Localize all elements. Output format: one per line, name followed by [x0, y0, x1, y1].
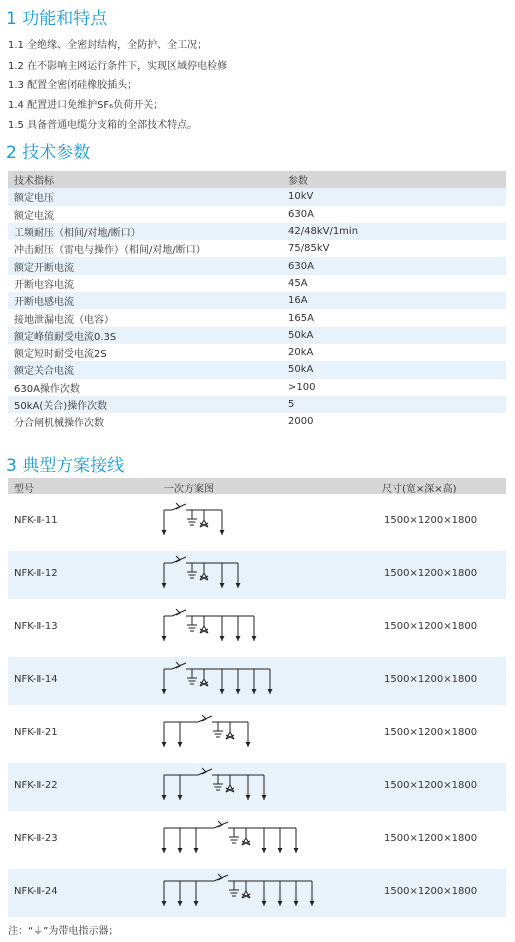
single-line-diagram-icon [158, 658, 358, 704]
table-row [8, 413, 506, 430]
spec-table-header [8, 171, 506, 188]
footnote: 注：“⏚”为带电指示器； [8, 926, 119, 937]
spec-name: 冲击耐压（雷电与操作）（相间/对地/断口） [14, 245, 206, 257]
scheme-model: NFK-Ⅱ-11 [14, 515, 58, 526]
spec-value: 16A [282, 292, 506, 309]
table-row [8, 275, 506, 292]
header-indicator: 技术指标 [8, 171, 282, 188]
feeder-arrow-icon [194, 848, 199, 853]
scheme-row [8, 551, 506, 599]
scheme-row [8, 498, 506, 546]
feeder-arrow-icon [278, 901, 283, 906]
feature-item: 1.3 配置全密闭硅橡胶插头； [8, 80, 138, 91]
scheme-row [8, 816, 506, 864]
scheme-dims: 1500×1200×1800 [384, 727, 478, 738]
spec-name: 额定电压 [8, 188, 282, 205]
table-row [8, 344, 506, 361]
spec-name: 分合闸机械操作次数 [14, 418, 104, 430]
feeder-arrow-icon [178, 742, 183, 747]
header-model: 型号 [14, 484, 34, 495]
feeder-arrow-icon [162, 742, 167, 747]
feeder-arrow-icon [178, 795, 183, 800]
section1-title: 1 功能和特点 [6, 9, 108, 29]
live-indicator-icon [242, 838, 250, 845]
live-indicator-icon [200, 573, 208, 580]
header-dims: 尺寸(宽×深×高) [382, 484, 457, 495]
feeder-arrow-icon [252, 636, 257, 641]
scheme-row [8, 657, 506, 705]
scheme-model: NFK-Ⅱ-23 [14, 833, 58, 844]
spec-name: 额定开断电流 [8, 257, 282, 274]
scheme-row [8, 763, 506, 811]
spec-name: 630A操作次数 [14, 383, 80, 395]
spec-name: 接地泄漏电流（电容） [14, 314, 114, 326]
feeder-arrow-icon [194, 901, 199, 906]
spec-value: 20kA [288, 347, 314, 359]
feature-item: 1.1 全绝缘、全密封结构，全防护、全工况； [8, 40, 208, 51]
feeder-arrow-icon [162, 901, 167, 906]
spec-value: 50kA [282, 327, 506, 344]
scheme-model: NFK-Ⅱ-12 [14, 568, 58, 579]
scheme-dims: 1500×1200×1800 [384, 886, 478, 897]
scheme-dims: 1500×1200×1800 [384, 833, 478, 844]
table-row [8, 309, 506, 326]
scheme-dims: 1500×1200×1800 [384, 674, 478, 685]
spec-name: 额定短时耐受电流2S [14, 349, 107, 361]
feeder-arrow-icon [268, 689, 273, 694]
section3-title: 3 典型方案接线 [6, 456, 125, 476]
feeder-arrow-icon [220, 530, 225, 535]
feeder-arrow-icon [262, 795, 267, 800]
live-indicator-icon [242, 891, 250, 898]
scheme-row [8, 869, 506, 917]
feeder-arrow-icon [294, 848, 299, 853]
single-line-diagram-icon [158, 870, 358, 916]
spec-name: 额定关合电流 [8, 361, 282, 378]
table-row [8, 257, 506, 274]
spec-value: 45A [288, 277, 308, 289]
spec-value: 10kV [282, 188, 506, 205]
spec-value: 630A [282, 257, 506, 274]
spec-name: 开断电容电流 [14, 279, 74, 291]
spec-name: 50kA(关合)操作次数 [8, 396, 282, 413]
feeder-arrow-icon [162, 795, 167, 800]
spec-value: 165A [288, 312, 314, 324]
feeder-arrow-icon [262, 901, 267, 906]
scheme-model: NFK-Ⅱ-22 [14, 780, 58, 791]
section2-title: 2 技术参数 [6, 143, 91, 163]
spec-name: 工频耐压（相间/对地/断口） [8, 223, 282, 240]
spec-name: 额定电流 [14, 210, 54, 222]
feeder-arrow-icon [162, 636, 167, 641]
feeder-arrow-icon [162, 848, 167, 853]
single-line-diagram-icon [158, 552, 358, 598]
spec-name: 开断电感电流 [8, 292, 282, 309]
scheme-row [8, 604, 506, 652]
scheme-row [8, 710, 506, 758]
scheme-model: NFK-Ⅱ-14 [14, 674, 58, 685]
spec-value: >100 [288, 381, 316, 393]
live-indicator-icon [200, 626, 208, 633]
live-indicator-icon [226, 785, 234, 792]
feeder-arrow-icon [178, 848, 183, 853]
table-row [8, 223, 506, 240]
table-row [8, 379, 506, 396]
spec-value: 5 [282, 396, 506, 413]
live-indicator-icon [200, 520, 208, 527]
scheme-dims: 1500×1200×1800 [384, 780, 478, 791]
spec-value: 42/48kV/1min [282, 223, 506, 240]
feeder-arrow-icon [220, 689, 225, 694]
spec-name: 额定峰值耐受电流0.3S [8, 327, 282, 344]
feeder-arrow-icon [310, 901, 315, 906]
feature-item: 1.4 配置进口免维护SF₆负荷开关； [8, 100, 164, 111]
feeder-arrow-icon [236, 636, 241, 641]
feeder-arrow-icon [246, 795, 251, 800]
feeder-arrow-icon [236, 689, 241, 694]
feeder-arrow-icon [294, 901, 299, 906]
scheme-dims: 1500×1200×1800 [384, 568, 478, 579]
single-line-diagram-icon [158, 605, 358, 651]
feeder-arrow-icon [236, 583, 241, 588]
table-row [8, 188, 506, 205]
spec-value: 630A [288, 208, 314, 220]
spec-table [8, 171, 506, 430]
feeder-arrow-icon [162, 530, 167, 535]
scheme-dims: 1500×1200×1800 [384, 621, 478, 632]
feeder-arrow-icon [262, 848, 267, 853]
scheme-model: NFK-Ⅱ-13 [14, 621, 58, 632]
scheme-model: NFK-Ⅱ-24 [14, 886, 58, 897]
live-indicator-icon [200, 679, 208, 686]
feature-item: 1.5 具备普通电缆分支箱的全部技术特点。 [8, 120, 198, 131]
feature-item: 1.2 在不影响主网运行条件下，实现区域停电检修 [8, 61, 228, 72]
feeder-arrow-icon [252, 689, 257, 694]
scheme-dims: 1500×1200×1800 [384, 515, 478, 526]
table-row [8, 206, 506, 223]
live-indicator-icon [226, 732, 234, 739]
feeder-arrow-icon [220, 583, 225, 588]
spec-value: 75/85kV [288, 243, 330, 255]
table-row [8, 396, 506, 413]
table-row [8, 240, 506, 257]
single-line-diagram-icon [158, 711, 358, 757]
table-row [8, 361, 506, 378]
feeder-arrow-icon [178, 901, 183, 906]
feeder-arrow-icon [246, 742, 251, 747]
feeder-arrow-icon [162, 583, 167, 588]
feeder-arrow-icon [278, 848, 283, 853]
feeder-arrow-icon [162, 689, 167, 694]
single-line-diagram-icon [158, 764, 358, 810]
single-line-diagram-icon [158, 817, 358, 863]
spec-value: 50kA [282, 361, 506, 378]
feeder-arrow-icon [220, 636, 225, 641]
spec-value: 2000 [288, 416, 314, 428]
header-diagram: 一次方案图 [164, 484, 214, 495]
scheme-table-header [8, 478, 506, 494]
single-line-diagram-icon [158, 499, 358, 545]
scheme-model: NFK-Ⅱ-21 [14, 727, 58, 738]
table-row [8, 327, 506, 344]
header-value: 参数 [282, 171, 506, 188]
table-row [8, 292, 506, 309]
